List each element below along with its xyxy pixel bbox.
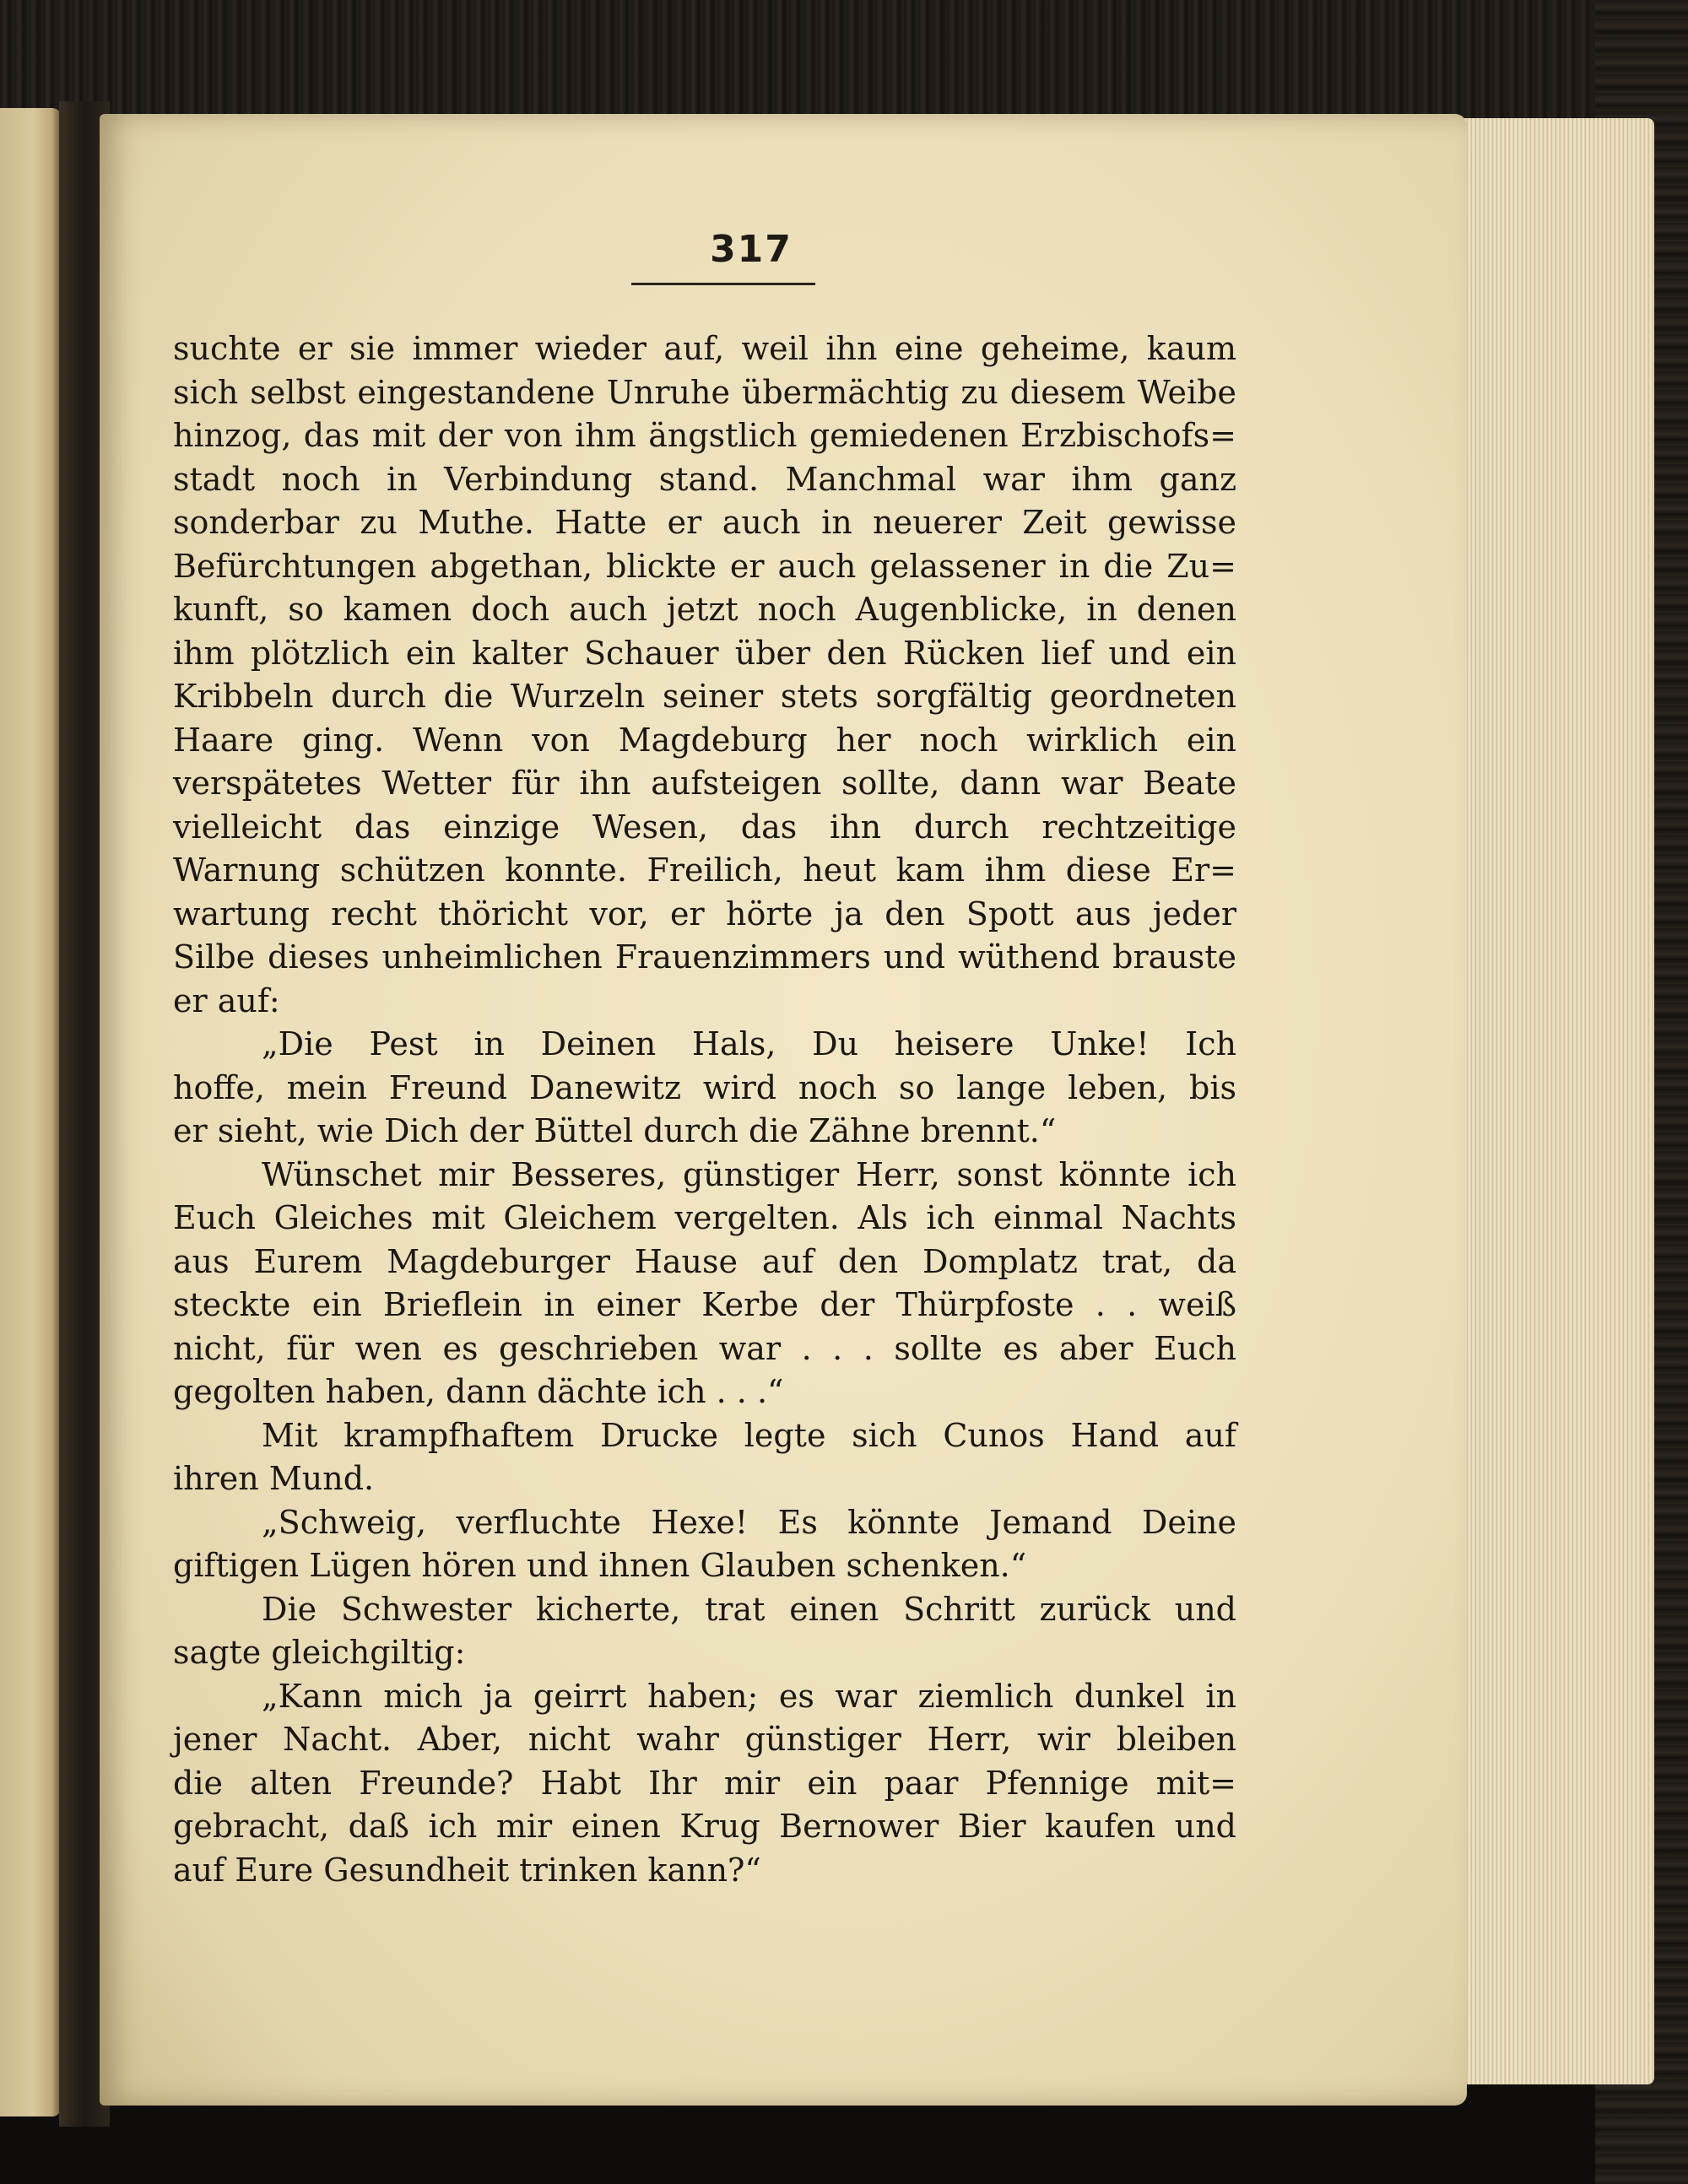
text-line: sich selbst eingestandene Unruhe übermächtig zu diesem Weibe (173, 373, 1236, 411)
text-line: Silbe dieses unheimlichen Frauenzimmers und wüthend brauste (173, 938, 1236, 976)
text-line: die alten Freunde? Habt Ihr mir ein paar Pfennige mit= (173, 1764, 1236, 1802)
previous-page-edge (0, 108, 61, 2116)
text-line: ihm plötzlich ein kalter Schauer über den Rücken lief und ein (173, 634, 1236, 672)
page-number: 317 (710, 228, 793, 271)
text-line: hinzog, das mit der von ihm ängstlich gemiedenen Erzbischofs= (173, 417, 1236, 454)
text-line: Befürchtungen abgethan, blickte er auch gelassener in die Zu= (173, 547, 1236, 585)
text-line: er auf: (173, 981, 280, 1019)
body-text (173, 327, 1236, 1892)
text-line: er sieht, wie Dich der Büttel durch die Zähne brennt.“ (173, 1112, 1057, 1149)
text-line: giftigen Lügen hören und ihnen Glauben schenken.“ (173, 1547, 1027, 1584)
page-number-rule (631, 283, 815, 285)
text-line: „Schweig, verfluchte Hexe! Es könnte Jemand Deine (262, 1503, 1236, 1541)
text-line: jener Nacht. Aber, nicht wahr günstiger Herr, wir bleiben (173, 1721, 1236, 1758)
text-line: Kribbeln durch die Wurzeln seiner stets sorgfältig geordneten (173, 678, 1236, 715)
text-line: suchte er sie immer wieder auf, weil ihn eine geheime, kaum (173, 330, 1236, 367)
text-line: aus Eurem Magdeburger Hause auf den Domplatz trat, da (173, 1242, 1236, 1280)
text-line: hoffe, mein Freund Danewitz wird noch so lange leben, bis (173, 1068, 1236, 1106)
text-line: Euch Gleiches mit Gleichem vergelten. Als ich einmal Nachts (173, 1199, 1236, 1236)
text-line: gebracht, daß ich mir einen Krug Bernower Bier kaufen und (173, 1808, 1236, 1845)
text-line: Mit krampfhaftem Drucke legte sich Cunos Hand auf (262, 1416, 1236, 1454)
text-line: „Die Pest in Deinen Hals, Du heisere Unke! Ich (262, 1025, 1236, 1062)
text-line: Wünschet mir Besseres, günstiger Herr, sonst könnte ich (262, 1155, 1236, 1193)
text-line: Warnung schützen konnte. Freilich, heut kam ihm diese Er= (173, 851, 1236, 889)
text-line: auf Eure Gesundheit trinken kann?“ (173, 1851, 761, 1889)
text-line: kunft, so kamen doch auch jetzt noch Augenblicke, in denen (173, 591, 1236, 628)
text-line: nicht, für wen es geschrieben war . . . sollte es aber Euch (173, 1329, 1236, 1367)
text-line: stadt noch in Verbindung stand. Manchmal war ihm ganz (173, 460, 1236, 498)
text-line: Die Schwester kicherte, trat einen Schritt zurück und (262, 1590, 1236, 1628)
text-line: wartung recht thöricht vor, er hörte ja den Spott aus jeder (173, 895, 1236, 933)
text-line: verspätetes Wetter für ihn aufsteigen sollte, dann war Beate (173, 765, 1236, 802)
book-cover-top (0, 0, 1688, 127)
text-line: vielleicht das einzige Wesen, das ihn durch rechtzeitige (173, 808, 1236, 846)
text-line: sagte gleichgiltig: (173, 1634, 466, 1671)
text-line: „Kann mich ja geirrt haben; es war ziemlich dunkel in (262, 1677, 1236, 1715)
text-line: ihren Mund. (173, 1460, 375, 1497)
text-line: Haare ging. Wenn von Magdeburg her noch wirklich ein (173, 721, 1236, 759)
text-line: sonderbar zu Muthe. Hatte er auch in neuerer Zeit gewisse (173, 504, 1236, 541)
text-line: steckte ein Brieflein in einer Kerbe der Thürpfoste . . weiß (173, 1286, 1236, 1323)
text-line: gegolten haben, dann dächte ich . . .“ (173, 1373, 784, 1410)
